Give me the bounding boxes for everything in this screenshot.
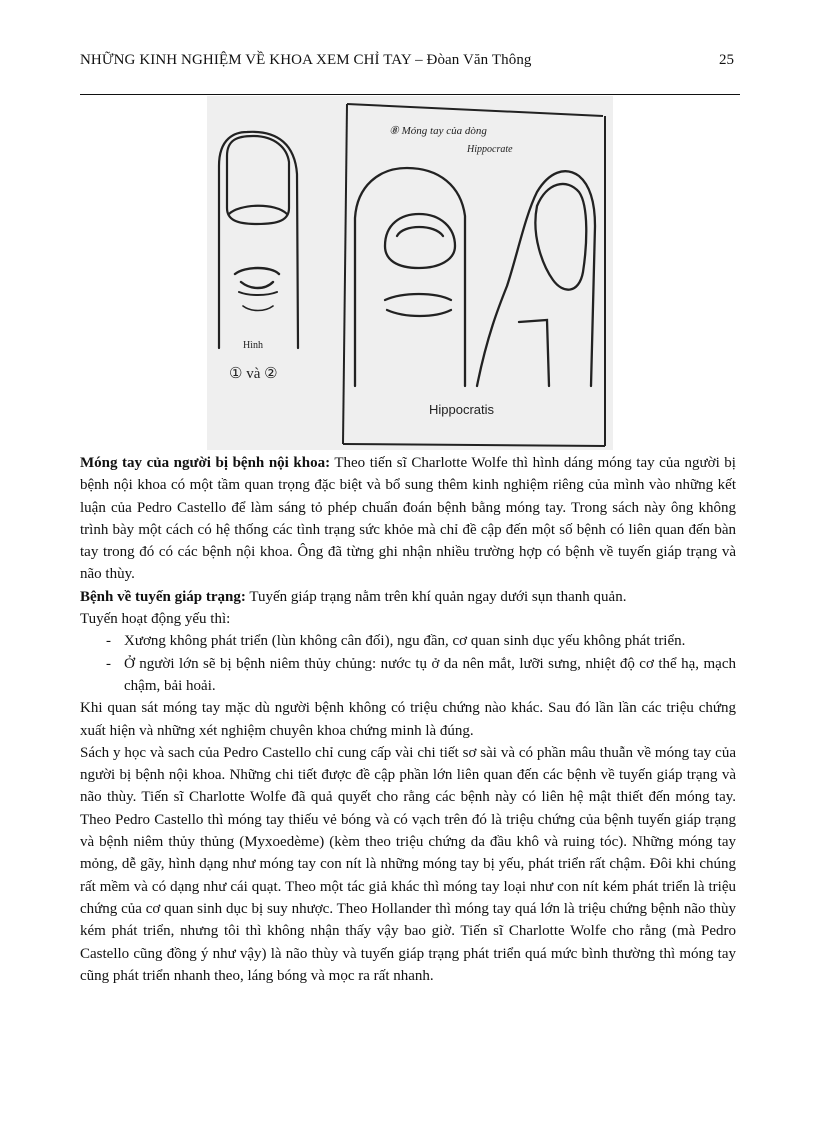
- body-text: [80, 452, 736, 987]
- figure-label-left: ① và ②: [229, 366, 278, 382]
- paragraph-weak-gland: Tuyến hoạt động yếu thì:: [80, 611, 231, 628]
- text-thyroid: Tuyến giáp trạng nằm trên khí quản ngay dưới sụn thanh quản.: [245, 588, 627, 605]
- text-internal-disease: Theo tiến sĩ Charlotte Wolfe thì hình dáng móng tay của người bị bệnh nội khoa có một tầm quan trọng đặc biệt và bổ sung thêm kinh nghiệm riêng của mình vào những kết luận của Pedro Castello để làm sáng tỏ phép chuẩn đoán bệnh bằng móng tay. Trong sách này ông không trình bày một cách có hệ thống các tình trạng sức khỏe mà chỉ đề cập đến một số bệnh có liên quan đến bàn tay trong đó có các bệnh nội khoa. Ông đã từng ghi nhận nhiều trường hợp có bệnh về tuyến giáp trạng và não thùy.: [80, 455, 736, 583]
- hinh-caption: Hình: [243, 340, 263, 351]
- header-rule: [80, 94, 740, 95]
- list-item: - Xương không phát triển (lùn không cân đối), ngu đần, cơ quan sinh dục yếu không phát triển.: [108, 630, 736, 652]
- paragraph-observation: Khi quan sát móng tay mặc dù người bệnh không có triệu chứng nào khác. Sau đó lần lần các triệu chứng xuất hiện và những xét nghiệm chuyên khoa chứng minh là đúng.: [80, 700, 736, 739]
- hippocrate-caption-line1: ⑧ Móng tay của dòng: [389, 125, 487, 137]
- list-item: - Ở người lớn sẽ bị bệnh niêm thủy chủng: nước tụ ở da nên mắt, lưỡi sưng, nhiệt độ cơ thể hạ, mạch chậm, bải hoải.: [108, 653, 736, 698]
- heading-thyroid: Bệnh về tuyến giáp trạng:: [80, 588, 246, 605]
- heading-internal-disease: Móng tay của người bị bệnh nội khoa:: [80, 455, 331, 471]
- running-title: NHỮNG KINH NGHIỆM VỀ KHOA XEM CHỈ TAY – Đòan Văn Thông: [80, 52, 532, 68]
- page-header: [80, 52, 740, 74]
- fingernail-drawing: [207, 96, 613, 450]
- fingernail-illustration: [207, 96, 613, 450]
- hippocrate-caption-line2: Hippocrate: [467, 144, 513, 155]
- page-number: 25: [719, 52, 734, 68]
- hippocratis-caption: Hippocratis: [429, 402, 495, 417]
- paragraph-thyroid: [80, 586, 736, 608]
- paragraph-internal-disease: [80, 452, 736, 586]
- symptom-list: [80, 630, 736, 697]
- paragraph-medical-books: Sách y học và sach của Pedro Castello chỉ cung cấp vài chi tiết sơ sài và có phần mâu thuẫn về móng tay của người bị bệnh nội khoa. Những chi tiết được đề cập phần lớn liên quan đến các bệnh về tuyến giáp trạng và não thùy. Tiến sĩ Charlotte Wolfe đã quả quyết cho rằng các bệnh này có liên hệ mật thiết đến móng tay. Theo Pedro Castello thì móng tay thiếu vẻ bóng và có vạch trên đó là triệu chứng của bệnh tuyến giáp trạng và bệnh niêm thủy thủng (Myxoedème) (kèm theo triệu chứng da đầu khô và ruing tóc). Những móng tay mỏng, dễ gãy, hình dạng như móng tay con nít là những móng tay bị yếu, phát triển rất chậm. Đôi khi chúng rất mềm và có dạng như cái quạt. Theo một tác giả khác thì móng tay loại như con nít kém phát triển là triệu chứng của cơ quan sinh dục bị suy nhược. Theo Hollander thì móng tay quá lớn là triệu chứng bệnh não thùy kém phát triển, nhưng tôi thì không nhận thấy vậy bao giờ. Tiến sĩ Charlotte Wolfe cho rằng (mà Pedro Castello cũng đồng ý như vậy) là não thùy và tuyến giáp trạng phát triển quá mức bình thường thì móng tay cũng phát triển nhanh theo, láng bóng và mọc ra rất nhanh.: [80, 744, 736, 984]
